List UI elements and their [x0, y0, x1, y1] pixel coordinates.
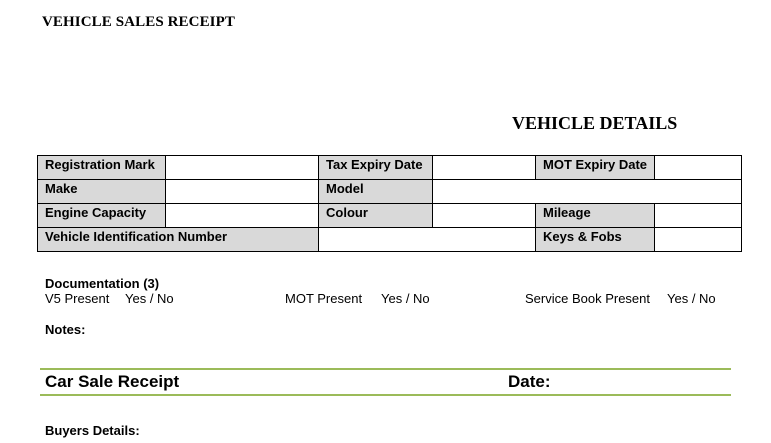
table-row [38, 228, 742, 252]
service-book-present-options[interactable]: Yes / No [667, 291, 716, 306]
document-title: VEHICLE SALES RECEIPT [42, 14, 235, 30]
engine-capacity-field[interactable] [166, 204, 319, 228]
mot-expiry-date-label: MOT Expiry Date [536, 156, 655, 180]
table-row [38, 180, 742, 204]
mileage-label: Mileage [536, 204, 655, 228]
mot-present-label: MOT Present [285, 291, 363, 306]
vin-label: Vehicle Identification Number [38, 228, 319, 252]
keys-fobs-label: Keys & Fobs [536, 228, 655, 252]
make-field[interactable] [166, 180, 319, 204]
model-field[interactable] [433, 180, 742, 204]
documentation-heading: Documentation (3) [45, 276, 160, 291]
car-sale-receipt-bar [40, 368, 731, 396]
vehicle-details-table [37, 155, 742, 252]
make-label: Make [38, 180, 166, 204]
colour-field[interactable] [433, 204, 536, 228]
colour-label: Colour [319, 204, 433, 228]
keys-fobs-field[interactable] [655, 228, 742, 252]
mot-expiry-date-field[interactable] [655, 156, 742, 180]
mot-present-options[interactable]: Yes / No [381, 291, 430, 306]
model-label: Model [319, 180, 433, 204]
tax-expiry-date-field[interactable] [433, 156, 536, 180]
date-label: Date: [508, 372, 551, 391]
mileage-field[interactable] [655, 204, 742, 228]
buyers-details-label: Buyers Details: [45, 423, 140, 438]
notes-label: Notes: [45, 322, 86, 337]
vin-field[interactable] [319, 228, 536, 252]
car-sale-receipt-title: Car Sale Receipt [45, 372, 180, 391]
tax-expiry-date-label: Tax Expiry Date [319, 156, 433, 180]
table-row [38, 156, 742, 180]
registration-mark-label: Registration Mark [38, 156, 166, 180]
engine-capacity-label: Engine Capacity [38, 204, 166, 228]
v5-present-options[interactable]: Yes / No [125, 291, 174, 306]
registration-mark-field[interactable] [166, 156, 319, 180]
section-title: VEHICLE DETAILS [512, 113, 678, 133]
v5-present-label: V5 Present [45, 291, 110, 306]
service-book-present-label: Service Book Present [525, 291, 651, 306]
table-row [38, 204, 742, 228]
